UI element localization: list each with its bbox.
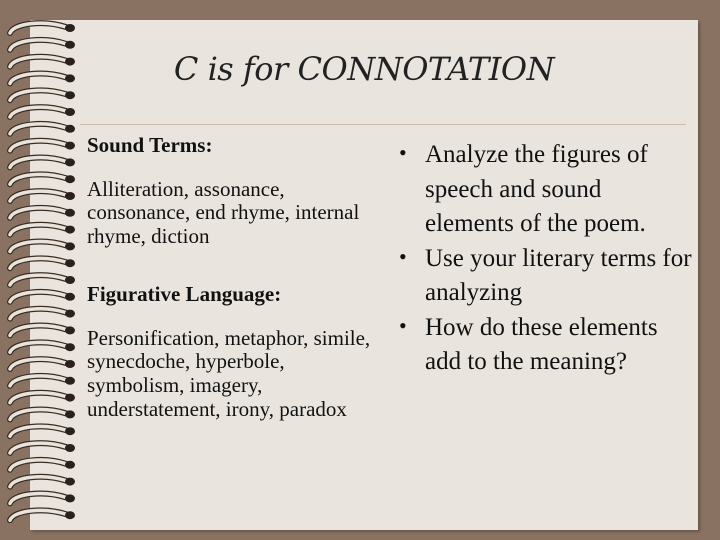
list-item — [395, 311, 695, 380]
spiral-binding-icon — [4, 18, 80, 523]
spiral-ring — [10, 40, 75, 50]
title-divider — [80, 124, 686, 125]
bullet-text: How do these elements add to the meaning? — [425, 313, 658, 375]
list-item — [395, 242, 695, 311]
list-item — [395, 138, 695, 242]
spiral-ring — [10, 275, 75, 285]
spiral-ring — [10, 342, 75, 352]
spiral-ring — [10, 376, 75, 386]
spiral-ring — [10, 242, 75, 252]
spiral-ring — [10, 124, 75, 134]
spiral-ring — [10, 393, 75, 403]
spiral-ring — [10, 443, 75, 453]
spiral-ring — [10, 107, 75, 117]
figurative-language-heading: Figurative Language: — [87, 281, 282, 306]
slide-title: C is for CONNOTATION — [173, 50, 555, 88]
spiral-ring — [10, 208, 75, 218]
spiral-ring — [10, 359, 75, 369]
spiral-ring — [10, 141, 75, 151]
spiral-ring — [10, 494, 75, 504]
bullet-dot-icon: • — [399, 140, 407, 165]
spiral-ring — [10, 90, 75, 100]
bullet-text: Use your literary terms for analyzing — [425, 244, 692, 306]
spiral-ring — [10, 191, 75, 201]
left-column — [87, 134, 377, 421]
bullet-list — [395, 138, 695, 380]
spiral-ring — [10, 309, 75, 319]
spiral-ring — [10, 174, 75, 184]
sound-terms-list: Alliteration, assonance, consonance, end rhyme, internal rhyme, diction — [87, 176, 360, 249]
spiral-ring — [10, 258, 75, 268]
bullet-dot-icon: • — [399, 312, 407, 338]
spiral-ring — [10, 292, 75, 302]
spiral-ring — [10, 510, 75, 520]
spiral-ring — [10, 426, 75, 436]
bullet-dot-icon: • — [399, 243, 407, 269]
spiral-ring — [10, 326, 75, 336]
figurative-terms-list: Personification, metaphor, simile, synecdoche, hyperbole, symbolism, imagery, understatement, irony, paradox — [87, 325, 371, 421]
spiral-ring — [10, 158, 75, 168]
spiral-ring — [10, 460, 75, 470]
sound-terms-heading: Sound Terms: — [87, 133, 213, 157]
spiral-ring — [10, 410, 75, 420]
bullet-text: Analyze the figures of speech and sound elements of the poem. — [425, 141, 648, 237]
spiral-ring — [10, 23, 75, 33]
spiral-ring — [10, 477, 75, 487]
spiral-ring — [10, 225, 75, 235]
